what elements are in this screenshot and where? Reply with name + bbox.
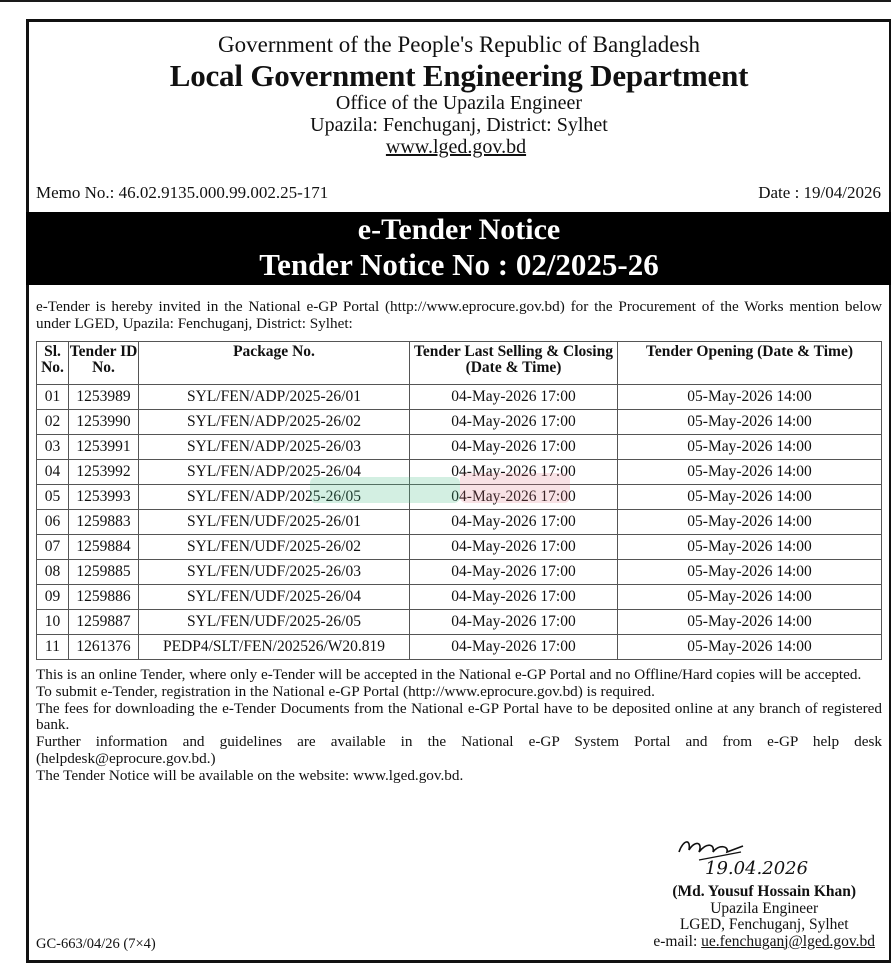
banner-notice-number: Tender Notice No : 02/2025-26 xyxy=(259,247,659,282)
cell-closing: 04-May-2026 17:00 xyxy=(410,485,618,510)
table-row xyxy=(37,460,882,485)
cell-package-no: SYL/FEN/UDF/2025-26/02 xyxy=(139,535,410,560)
table-row xyxy=(37,610,882,635)
cell-closing: 04-May-2026 17:00 xyxy=(410,385,618,410)
cell-opening: 05-May-2026 14:00 xyxy=(618,385,882,410)
cell-sl-no: 07 xyxy=(37,535,69,560)
note-fees: The fees for downloading the e-Tender Documents from the National e-GP Portal have to be deposited online at any branch of registered bank. xyxy=(36,699,882,734)
cell-package-no: SYL/FEN/ADP/2025-26/02 xyxy=(139,410,410,435)
table-row xyxy=(37,535,882,560)
cell-tender-id: 1259886 xyxy=(69,585,139,610)
table-row xyxy=(37,635,882,660)
gc-code: GC-663/04/26 (7×4) xyxy=(36,936,156,952)
cell-sl-no: 11 xyxy=(37,635,69,660)
table-row xyxy=(37,435,882,460)
cell-package-no: PEDP4/SLT/FEN/202526/W20.819 xyxy=(139,635,410,660)
intro-paragraph: e-Tender is hereby invited in the National e-GP Portal (http://www.eprocure.gov.bd) for the Procurement of the Works mention below under LGED, Upazila: Fenchuganj, District: Sylhet: xyxy=(36,298,882,332)
notice-banner xyxy=(26,212,891,285)
tender-table xyxy=(36,341,882,660)
handwritten-signature xyxy=(669,822,829,882)
cell-tender-id: 1253990 xyxy=(69,410,139,435)
header-tender-id: Tender ID No. xyxy=(69,342,139,385)
cell-opening: 05-May-2026 14:00 xyxy=(618,485,882,510)
cell-package-no: SYL/FEN/ADP/2025-26/04 xyxy=(139,460,410,485)
cell-sl-no: 06 xyxy=(37,510,69,535)
cell-closing: 04-May-2026 17:00 xyxy=(410,560,618,585)
cell-opening: 05-May-2026 14:00 xyxy=(618,635,882,660)
banner-title: e-Tender Notice xyxy=(357,213,561,246)
note-online-only: This is an online Tender, where only e-Tender will be accepted in the National e-GP Portal and no Offline/Hard copies will be accepted. xyxy=(36,666,862,683)
table-row xyxy=(37,485,882,510)
notice-frame xyxy=(26,19,891,963)
cell-sl-no: 05 xyxy=(37,485,69,510)
cell-tender-id: 1253992 xyxy=(69,460,139,485)
website-line xyxy=(29,136,889,159)
cell-package-no: SYL/FEN/UDF/2025-26/04 xyxy=(139,585,410,610)
cell-package-no: SYL/FEN/UDF/2025-26/05 xyxy=(139,610,410,635)
memo-number: Memo No.: 46.02.9135.000.99.002.25-171 xyxy=(36,183,329,202)
cell-closing: 04-May-2026 17:00 xyxy=(410,585,618,610)
cell-closing: 04-May-2026 17:00 xyxy=(410,460,618,485)
cell-package-no: SYL/FEN/ADP/2025-26/05 xyxy=(139,485,410,510)
cell-sl-no: 04 xyxy=(37,460,69,485)
signatory-designation: Upazila Engineer xyxy=(710,899,819,917)
email-link[interactable]: ue.fenchuganj@lged.gov.bd xyxy=(701,932,875,950)
table-row xyxy=(37,385,882,410)
cell-closing: 04-May-2026 17:00 xyxy=(410,610,618,635)
cell-closing: 04-May-2026 17:00 xyxy=(410,435,618,460)
office-title: Office of the Upazila Engineer xyxy=(335,92,583,114)
cell-tender-id: 1253989 xyxy=(69,385,139,410)
table-row xyxy=(37,585,882,610)
table-row xyxy=(37,410,882,435)
cell-opening: 05-May-2026 14:00 xyxy=(618,535,882,560)
header-closing: Tender Last Selling & Closing (Date & Time) xyxy=(410,342,618,385)
signatory-block xyxy=(653,884,875,950)
cell-tender-id: 1259885 xyxy=(69,560,139,585)
cell-opening: 05-May-2026 14:00 xyxy=(618,410,882,435)
cell-tender-id: 1259887 xyxy=(69,610,139,635)
header-package-no: Package No. xyxy=(139,342,410,385)
header-sl-no: Sl. No. xyxy=(37,342,69,385)
cell-tender-id: 1253993 xyxy=(69,485,139,510)
cell-sl-no: 02 xyxy=(37,410,69,435)
cell-opening: 05-May-2026 14:00 xyxy=(618,610,882,635)
cell-sl-no: 01 xyxy=(37,385,69,410)
cell-closing: 04-May-2026 17:00 xyxy=(410,510,618,535)
cell-sl-no: 09 xyxy=(37,585,69,610)
note-registration: To submit e-Tender, registration in the National e-GP Portal (http://www.eprocure.gov.bd) is required. xyxy=(36,682,655,700)
cell-package-no: SYL/FEN/UDF/2025-26/03 xyxy=(139,560,410,585)
table-row xyxy=(37,510,882,535)
cell-closing: 04-May-2026 17:00 xyxy=(410,410,618,435)
cell-closing: 04-May-2026 17:00 xyxy=(410,535,618,560)
signatory-office: LGED, Fenchuganj, Sylhet xyxy=(679,916,849,933)
cell-tender-id: 1261376 xyxy=(69,635,139,660)
location-line: Upazila: Fenchuganj, District: Sylhet xyxy=(310,114,608,136)
cell-opening: 05-May-2026 14:00 xyxy=(618,585,882,610)
cell-package-no: SYL/FEN/ADP/2025-26/03 xyxy=(139,435,410,460)
cell-sl-no: 03 xyxy=(37,435,69,460)
cell-tender-id: 1259884 xyxy=(69,535,139,560)
table-header-row xyxy=(37,342,882,385)
cell-opening: 05-May-2026 14:00 xyxy=(618,460,882,485)
cell-tender-id: 1259883 xyxy=(69,510,139,535)
signatory-name: (Md. Yousuf Hossain Khan) xyxy=(672,883,857,900)
email-label: e-mail: xyxy=(653,932,702,950)
notes-section xyxy=(36,667,882,785)
cell-opening: 05-May-2026 14:00 xyxy=(618,560,882,585)
cell-sl-no: 08 xyxy=(37,560,69,585)
cell-package-no: SYL/FEN/UDF/2025-26/01 xyxy=(139,510,410,535)
website-link[interactable]: www.lged.gov.bd xyxy=(385,136,527,158)
cell-opening: 05-May-2026 14:00 xyxy=(618,510,882,535)
note-helpdesk: Further information and guidelines are available in the National e-GP System Portal and from e-GP help desk (helpdesk@eprocure.gov.bd.) xyxy=(36,733,882,767)
notice-date: Date : 19/04/2026 xyxy=(758,183,881,202)
cell-closing: 04-May-2026 17:00 xyxy=(410,635,618,660)
cell-tender-id: 1253991 xyxy=(69,435,139,460)
signature-date: 19.04.2026 xyxy=(705,858,809,879)
cell-opening: 05-May-2026 14:00 xyxy=(618,435,882,460)
signatory-email-line xyxy=(653,934,875,951)
page-top-rule xyxy=(0,0,891,2)
cell-sl-no: 10 xyxy=(37,610,69,635)
government-title: Government of the People's Republic of Bangladesh xyxy=(218,32,700,57)
note-website: The Tender Notice will be available on the website: www.lged.gov.bd. xyxy=(36,766,464,784)
table-body xyxy=(37,385,882,660)
department-title: Local Government Engineering Department xyxy=(169,58,749,93)
table-row xyxy=(37,560,882,585)
cell-package-no: SYL/FEN/ADP/2025-26/01 xyxy=(139,385,410,410)
header-opening: Tender Opening (Date & Time) xyxy=(618,342,882,385)
